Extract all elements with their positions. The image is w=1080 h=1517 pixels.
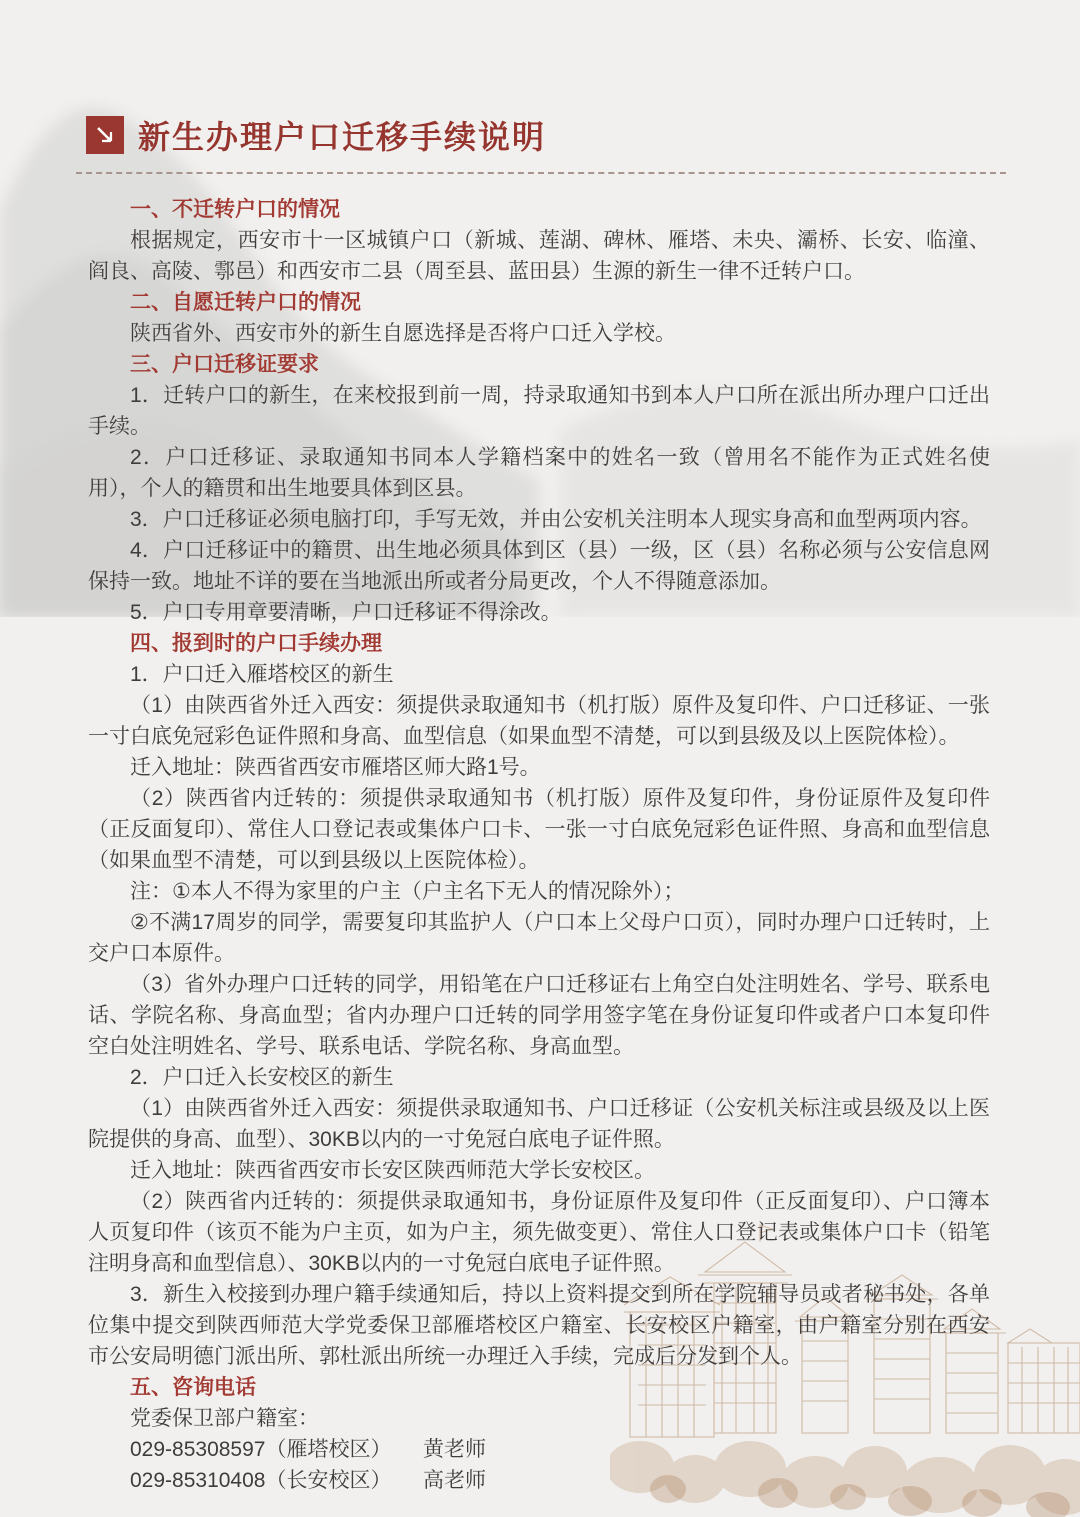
page-title: 新生办理户口迁移手续说明 [138,119,547,155]
paragraph: 1．迁转户口的新生，在来校报到前一周，持录取通知书到本人户口所在派出所办理户口迁出手续。 [88,384,990,438]
paragraph: 陕西省外、西安市外的新生自愿选择是否将户口迁入学校。 [130,322,676,345]
document-header [86,112,990,158]
paragraph: 注：①本人不得为家里的户主（户主名下无人的情况除外）； [130,880,685,903]
paragraph: ②不满17周岁的同学，需要复印其监护人（户口本上父母户口页），同时办理户口迁转时，上交户口本原件。 [88,911,990,965]
document-body [88,194,990,1496]
section-heading: 四、报到时的户口手续办理 [130,632,382,655]
paragraph: 党委保卫部户籍室： [130,1407,319,1430]
section-heading: 二、自愿迁转户口的情况 [130,291,361,314]
paragraph: 1．户口迁入雁塔校区的新生 [130,663,394,686]
paragraph: 迁入地址：陕西省西安市长安区陕西师范大学长安校区。 [130,1159,655,1182]
section-heading: 三、户口迁移证要求 [130,353,319,376]
paragraph: （2）陕西省内迁转的：须提供录取通知书，身份证原件及复印件（正反面复印）、户口簿本人页复印件（该页不能为户主页，如为户主，须先做变更）、常住人口登记表或集体户口卡（铅笔注明身高和血型信息）、30KB以内的一寸免冠白底电子证件照。 [88,1190,990,1275]
section-heading: 五、咨询电话 [130,1376,256,1399]
paragraph: 3．户口迁移证必须电脑打印，手写无效，并由公安机关注明本人现实身高和血型两项内容。 [130,508,982,531]
paragraph: （1）由陕西省外迁入西安：须提供录取通知书（机打版）原件及复印件、户口迁移证、一张一寸白底免冠彩色证件照和身高、血型信息（如果血型不清楚，可以到县级及以上医院体检）。 [88,694,990,748]
paragraph: 4．户口迁移证中的籍贯、出生地必须具体到区（县）一级，区（县）名称必须与公安信息网保持一致。地址不详的要在当地派出所或者分局更改，个人不得随意添加。 [88,539,990,593]
paragraph: 2．户口迁移证、录取通知书同本人学籍档案中的姓名一致（曾用名不能作为正式姓名使用），个人的籍贯和出生地要具体到区县。 [88,446,990,500]
title-divider [76,172,1006,174]
paragraph: 5．户口专用章要清晰，户口迁移证不得涂改。 [130,601,562,624]
phone-line: 029-85310408（长安校区） 高老师 [130,1469,486,1492]
arrow-down-right-icon [86,116,124,154]
section-heading: 一、不迁转户口的情况 [130,198,340,221]
paragraph: 3．新生入校接到办理户籍手续通知后，持以上资料提交到所在学院辅导员或者秘书处，各单位集中提交到陕西师范大学党委保卫部雁塔校区户籍室、长安校区户籍室，由户籍室分别在西安市公安局明德门派出所、郭杜派出所统一办理迁入手续，完成后分发到个人。 [88,1283,990,1368]
paragraph: 根据规定，西安市十一区城镇户口（新城、莲湖、碑林、雁塔、未央、灞桥、长安、临潼、阎良、高陵、鄠邑）和西安市二县（周至县、蓝田县）生源的新生一律不迁转户口。 [88,229,990,283]
paragraph: （2）陕西省内迁转的：须提供录取通知书（机打版）原件及复印件，身份证原件及复印件（正反面复印）、常住人口登记表或集体户口卡、一张一寸白底免冠彩色证件照、身高和血型信息（如果血型不清楚，可以到县级以上医院体检）。 [88,787,990,872]
phone-line: 029-85308597（雁塔校区） 黄老师 [130,1438,486,1461]
paragraph: 2．户口迁入长安校区的新生 [130,1066,394,1089]
paragraph: （3）省外办理户口迁转的同学，用铅笔在户口迁移证右上角空白处注明姓名、学号、联系电话、学院名称、身高血型；省内办理户口迁转的同学用签字笔在身份证复印件或者户口本复印件空白处注明姓名、学号、联系电话、学院名称、身高血型。 [88,973,990,1058]
paragraph: （1）由陕西省外迁入西安：须提供录取通知书、户口迁移证（公安机关标注或县级及以上医院提供的身高、血型）、30KB以内的一寸免冠白底电子证件照。 [88,1097,990,1151]
paragraph: 迁入地址：陕西省西安市雁塔区师大路1号。 [130,756,541,779]
